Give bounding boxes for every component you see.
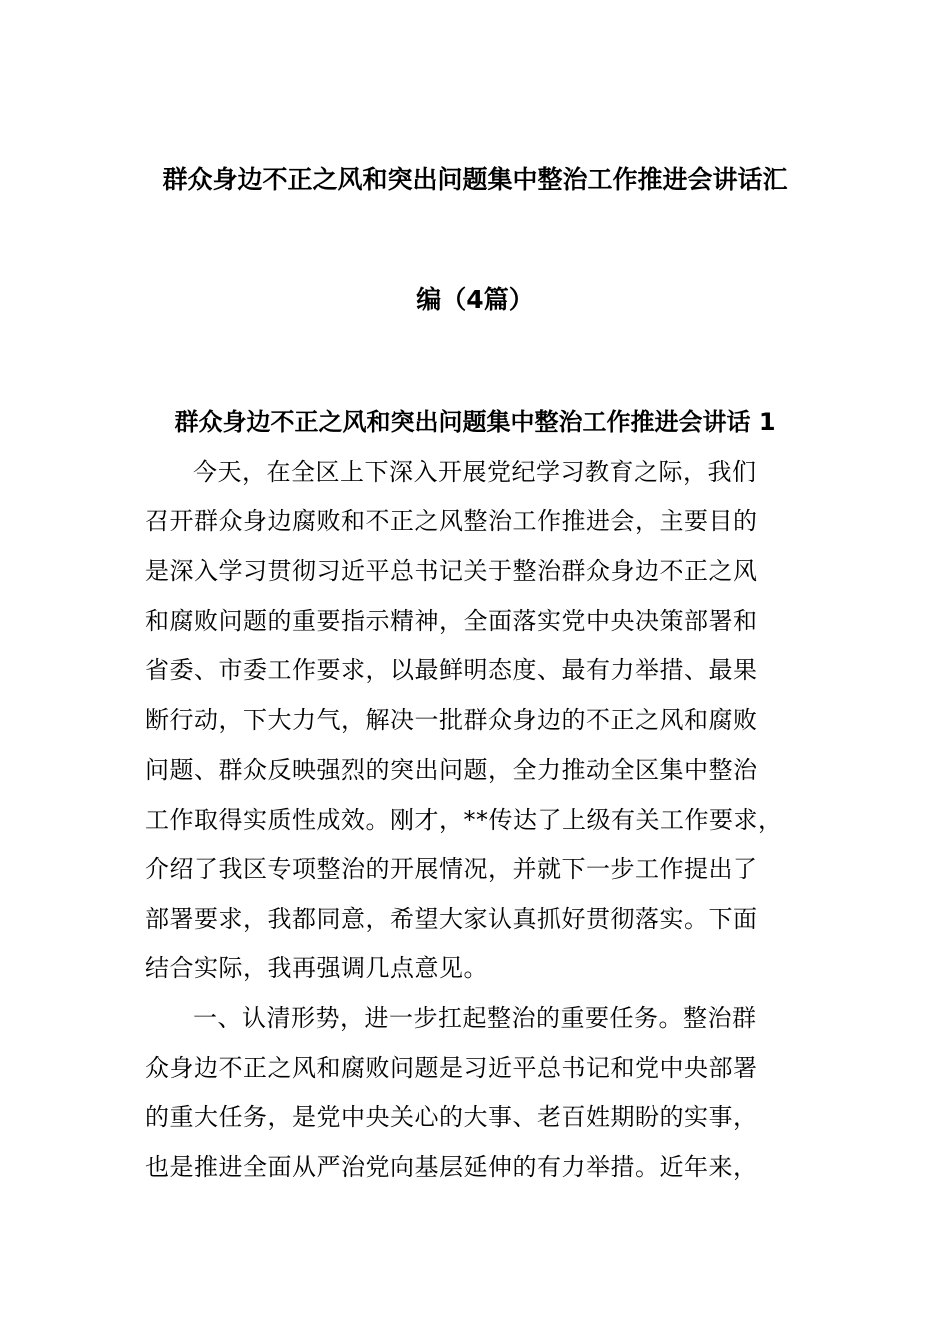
paragraph-line: 省委、市委工作要求，以最鲜明态度、最有力举措、最果 (145, 656, 758, 684)
paragraph-line: 召开群众身边腐败和不正之风整治工作推进会，主要目的 (145, 507, 758, 535)
paragraph-line: 也是推进全面从严治党向基层延伸的有力举措。近年来， (145, 1153, 758, 1181)
document-title-line-1: 群众身边不正之风和突出问题集中整治工作推进会讲话汇 (162, 165, 788, 194)
paragraph-line: 的重大任务，是党中央关心的大事、老百姓期盼的实事， (145, 1103, 758, 1131)
paragraph-line: 介绍了我区专项整治的开展情况，并就下一步工作提出了 (145, 855, 758, 883)
paragraph-line: 一、认清形势，进一步扛起整治的重要任务。整治群 (193, 1004, 757, 1032)
paragraph-line: 断行动，下大力气，解决一批群众身边的不正之风和腐败 (145, 706, 758, 734)
paragraph-line: 问题、群众反映强烈的突出问题，全力推动全区集中整治 (145, 756, 758, 784)
section-heading: 群众身边不正之风和突出问题集中整治工作推进会讲话 1 (174, 408, 776, 436)
paragraph-line: 工作取得实质性成效。刚才，**传达了上级有关工作要求， (145, 806, 783, 834)
paragraph-line: 结合实际，我再强调几点意见。 (145, 954, 488, 982)
paragraph-line: 和腐败问题的重要指示精神，全面落实党中央决策部署和 (145, 607, 758, 635)
document-title-line-2: 编（4篇） (416, 285, 534, 314)
paragraph-line: 今天，在全区上下深入开展党纪学习教育之际，我们 (193, 458, 757, 486)
paragraph-line: 是深入学习贯彻习近平总书记关于整治群众身边不正之风 (145, 557, 758, 585)
paragraph-line: 众身边不正之风和腐败问题是习近平总书记和党中央部署 (145, 1054, 758, 1082)
paragraph-line: 部署要求，我都同意，希望大家认真抓好贯彻落实。下面 (145, 905, 758, 933)
